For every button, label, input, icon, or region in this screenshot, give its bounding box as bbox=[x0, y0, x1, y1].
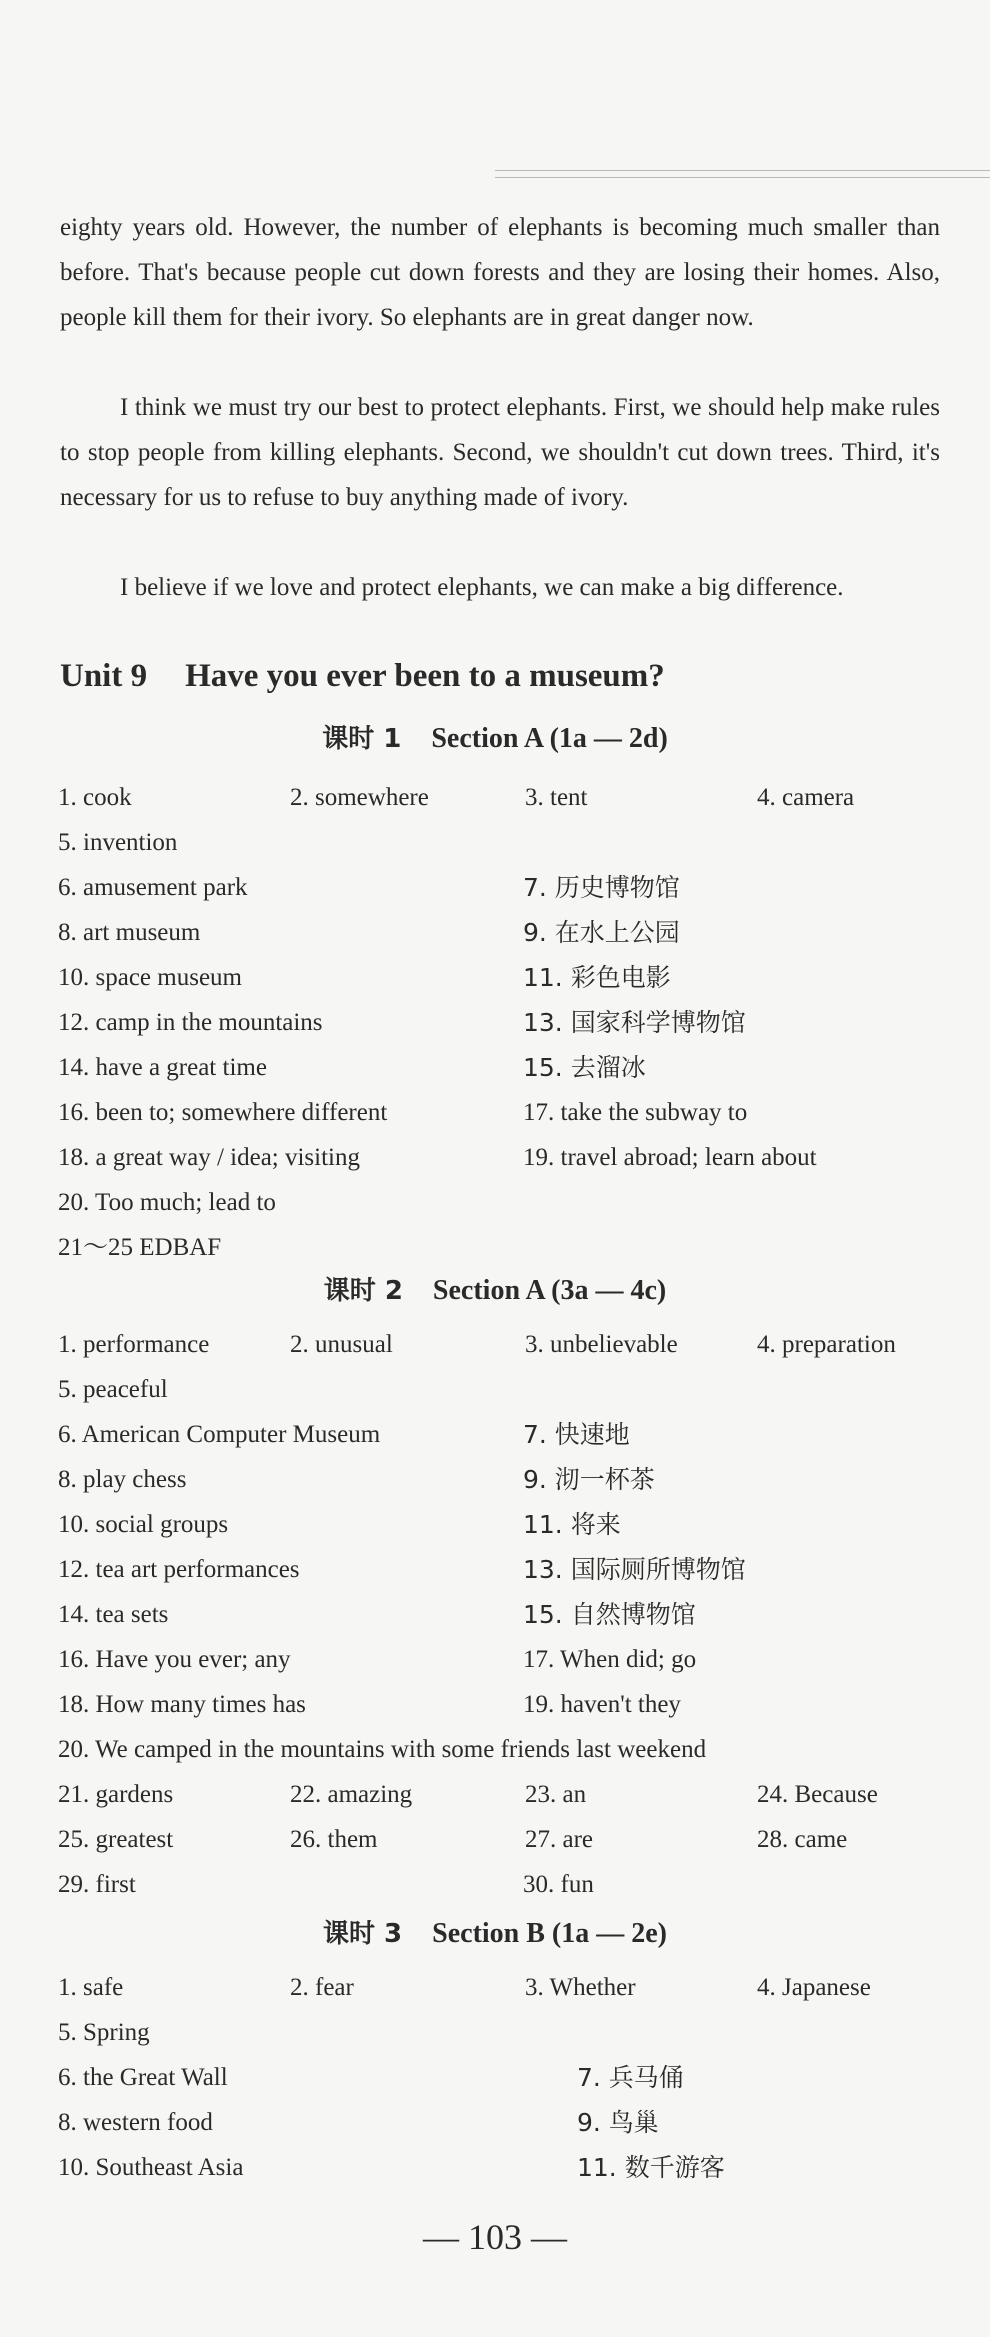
lesson-label: 课时 1 bbox=[322, 724, 402, 754]
answer-row bbox=[0, 1682, 990, 1727]
answer-item: 20. We camped in the mountains with some friends last weekend bbox=[58, 1736, 707, 1763]
answer-item: 4. camera bbox=[757, 784, 855, 811]
answer-row bbox=[0, 1135, 990, 1180]
answer-row bbox=[0, 1965, 990, 2010]
answer-item: 5. peaceful bbox=[58, 1376, 168, 1403]
answer-item: 21. gardens bbox=[58, 1781, 174, 1808]
answer-item: 15. 去溜冰 bbox=[523, 1053, 646, 1082]
answer-row bbox=[0, 1180, 990, 1225]
answer-item: 18. a great way / idea; visiting bbox=[58, 1144, 361, 1171]
answer-item: 1. safe bbox=[58, 1974, 124, 2001]
lesson-label: 课时 3 bbox=[322, 1919, 403, 1949]
answer-item: 12. camp in the mountains bbox=[58, 1009, 323, 1036]
answer-item: 23. an bbox=[525, 1781, 587, 1808]
answer-item: 11. 将来 bbox=[523, 1510, 621, 1539]
answer-row bbox=[0, 1225, 990, 1270]
lesson-label: 课时 2 bbox=[323, 1276, 403, 1306]
answer-item: 20. Too much; lead to bbox=[58, 1189, 276, 1216]
answer-item: 15. 自然博物馆 bbox=[523, 1600, 696, 1629]
answer-row bbox=[0, 1367, 990, 1412]
section-title: Section A (3a — 4c) bbox=[432, 1275, 667, 1306]
answer-item: 5. invention bbox=[58, 829, 178, 856]
unit-title: Have you ever been to a museum? bbox=[185, 658, 665, 694]
answer-row bbox=[0, 910, 990, 955]
answer-item: 18. How many times has bbox=[58, 1691, 306, 1718]
answer-row bbox=[0, 2100, 990, 2145]
header-rule bbox=[495, 170, 990, 178]
answer-item: 1. cook bbox=[58, 784, 132, 811]
answer-item: 14. have a great time bbox=[58, 1054, 267, 1081]
answer-item: 6. amusement park bbox=[58, 874, 248, 901]
answer-row bbox=[0, 775, 990, 820]
answer-item: 26. them bbox=[290, 1826, 378, 1853]
answer-item: 16. been to; somewhere different bbox=[58, 1099, 388, 1126]
answer-item: 21～25 EDBAF bbox=[58, 1234, 222, 1261]
answer-item: 10. Southeast Asia bbox=[58, 2154, 244, 2181]
answer-item: 10. social groups bbox=[58, 1511, 229, 1538]
answer-item: 8. western food bbox=[58, 2109, 213, 2136]
answer-row bbox=[0, 1322, 990, 1367]
answer-item: 14. tea sets bbox=[58, 1601, 169, 1628]
answer-item: 9. 在水上公园 bbox=[523, 918, 680, 947]
answer-item: 3. Whether bbox=[525, 1974, 636, 2001]
essay-paragraph-3: I believe if we love and protect elephants, we can make a big difference. bbox=[120, 574, 844, 601]
answer-item: 7. 快速地 bbox=[523, 1420, 630, 1449]
essay-paragraph-2: I think we must try our best to protect elephants. First, we should help make rules to stop people from killing elephants. Second, we shouldn't cut down trees. Third, it's necessary for us to refuse to buy anything made of ivory. bbox=[60, 394, 940, 511]
answer-row bbox=[0, 1772, 990, 1817]
answer-row bbox=[0, 2145, 990, 2190]
answer-item: 11. 彩色电影 bbox=[523, 963, 671, 992]
answer-row bbox=[0, 1637, 990, 1682]
answer-item: 3. tent bbox=[525, 784, 588, 811]
answer-item: 19. travel abroad; learn about bbox=[523, 1144, 817, 1171]
answer-item: 6. American Computer Museum bbox=[58, 1421, 381, 1448]
answer-row bbox=[0, 1090, 990, 1135]
answer-item: 11. 数千游客 bbox=[577, 2153, 725, 2182]
section-title: Section A (1a — 2d) bbox=[431, 723, 668, 754]
answer-row bbox=[0, 1592, 990, 1637]
answer-row bbox=[0, 2010, 990, 2055]
unit-heading bbox=[60, 658, 665, 695]
answer-item: 9. 沏一杯茶 bbox=[523, 1465, 655, 1494]
answer-item: 13. 国家科学博物馆 bbox=[523, 1008, 746, 1037]
answer-item: 29. first bbox=[58, 1871, 136, 1898]
answer-row bbox=[0, 1412, 990, 1457]
answer-item: 16. Have you ever; any bbox=[58, 1646, 291, 1673]
section-heading-3 bbox=[0, 1913, 990, 1950]
answer-item: 1. performance bbox=[58, 1331, 210, 1358]
answer-item: 4. Japanese bbox=[757, 1974, 871, 2001]
answer-item: 5. Spring bbox=[58, 2019, 150, 2046]
essay-paragraph-1: eighty years old. However, the number of elephants is becoming much smaller than before. That's because people cut down forests and they are losing their homes. Also, people kill them for their ivory. So elephants are in great danger now. bbox=[60, 214, 940, 331]
answer-item: 28. came bbox=[757, 1826, 848, 1853]
section-heading-1 bbox=[0, 718, 990, 755]
answer-item: 22. amazing bbox=[290, 1781, 413, 1808]
answer-item: 7. 兵马俑 bbox=[577, 2063, 684, 2092]
answer-item: 19. haven't they bbox=[523, 1691, 681, 1718]
answer-row bbox=[0, 1457, 990, 1502]
answer-row bbox=[0, 1727, 990, 1772]
answer-row bbox=[0, 2055, 990, 2100]
answer-item: 7. 历史博物馆 bbox=[523, 873, 680, 902]
answer-item: 25. greatest bbox=[58, 1826, 174, 1853]
answer-item: 30. fun bbox=[523, 1871, 594, 1898]
answer-row bbox=[0, 1000, 990, 1045]
answer-item: 10. space museum bbox=[58, 964, 242, 991]
answer-item: 13. 国际厕所博物馆 bbox=[523, 1555, 746, 1584]
answer-item: 4. preparation bbox=[757, 1331, 896, 1358]
answer-item: 8. play chess bbox=[58, 1466, 187, 1493]
answer-row bbox=[0, 1817, 990, 1862]
answer-item: 2. fear bbox=[290, 1974, 354, 2001]
answer-row bbox=[0, 865, 990, 910]
answer-item: 6. the Great Wall bbox=[58, 2064, 228, 2091]
section-heading-2 bbox=[0, 1270, 990, 1307]
answer-row bbox=[0, 1502, 990, 1547]
answer-item: 2. somewhere bbox=[290, 784, 429, 811]
page-number: — 103 — bbox=[423, 2217, 567, 2257]
answer-item: 24. Because bbox=[757, 1781, 878, 1808]
answer-item: 8. art museum bbox=[58, 919, 201, 946]
answer-item: 27. are bbox=[525, 1826, 594, 1853]
answer-row bbox=[0, 1862, 990, 1907]
answer-row bbox=[0, 1547, 990, 1592]
answer-item: 9. 鸟巢 bbox=[577, 2108, 659, 2137]
answer-row bbox=[0, 955, 990, 1000]
answer-item: 12. tea art performances bbox=[58, 1556, 300, 1583]
answer-item: 17. take the subway to bbox=[523, 1099, 748, 1126]
answer-item: 17. When did; go bbox=[523, 1646, 697, 1673]
section-title: Section B (1a — 2e) bbox=[432, 1918, 667, 1949]
answer-item: 2. unusual bbox=[290, 1331, 393, 1358]
answer-row bbox=[0, 1045, 990, 1090]
answer-row bbox=[0, 820, 990, 865]
answer-item: 3. unbelievable bbox=[525, 1331, 678, 1358]
unit-number: Unit 9 bbox=[60, 658, 148, 694]
